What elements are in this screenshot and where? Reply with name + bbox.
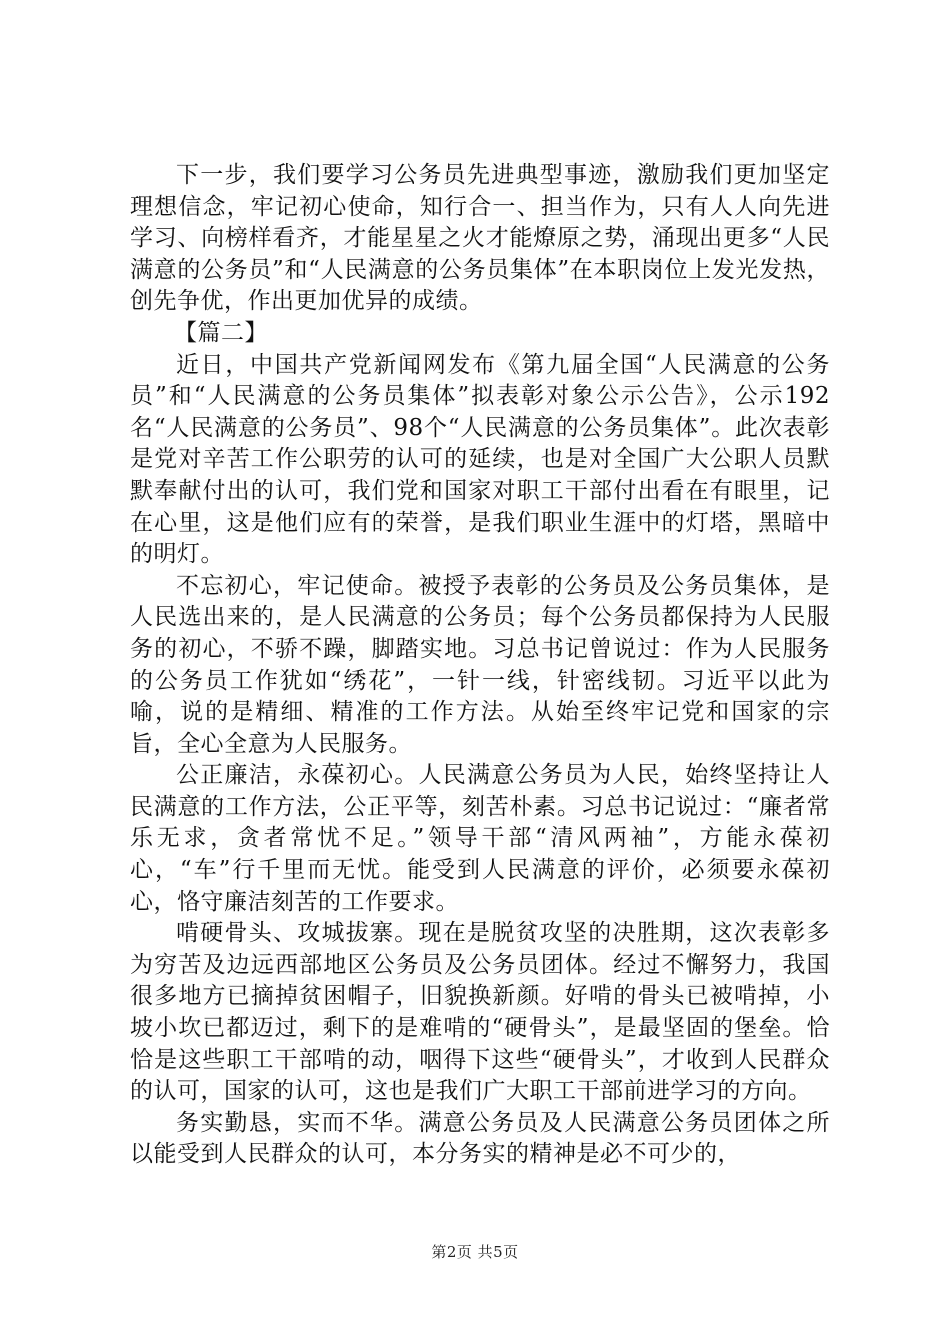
body-paragraph: 近日，中国共产党新闻网发布《第九届全国“人民满意的公务员”和“人民满意的公务员集体”拟表彰对象公示公告》，公示192名“人民满意的公务员”、98个“人民满意的公务员集体”。此次表彰是党对辛苦工作公职劳的认可的延续，也是对全国广大公职人员默默奉献付出的认可，我们党和国家对职工干部付出看在有眼里，记在心里，这是他们应有的荣誉，是我们职业生涯中的灯塔，黑暗中的明灯。 — [130, 351, 830, 568]
document-body — [130, 160, 830, 1171]
page-footer: 第2页 共5页 — [431, 1243, 519, 1261]
body-paragraph: 下一步，我们要学习公务员先进典型事迹，激励我们更加坚定理想信念，牢记初心使命，知行合一、担当作为，只有人人向先进学习、向榜样看齐，才能星星之火才能燎原之势，涌现出更多“人民满意的公务员”和“人民满意的公务员集体”在本职岗位上发光发热，创先争优，作出更加优异的成绩。 — [130, 162, 830, 315]
body-paragraph: 啃硬骨头、攻城拔寨。现在是脱贫攻坚的决胜期，这次表彰多为穷苦及边远西部地区公务员及公务员团体。经过不懈努力，我国很多地方已摘掉贫困帽子，旧貌换新颜。好啃的骨头已被啃掉，小坡小坎已都迈过，剩下的是难啃的“硬骨头”，是最坚固的堡垒。恰恰是这些职工干部啃的动，咽得下这些“硬骨头”，才收到人民群众的认可，国家的认可，这也是我们广大职工干部前进学习的方向。 — [130, 920, 830, 1105]
body-paragraph: 公正廉洁，永葆初心。人民满意公务员为人民，始终坚持让人民满意的工作方法，公正平等，刻苦朴素。习总书记说过：“廉者常乐无求，贪者常忧不足。”领导干部“清风两袖”，方能永葆初心，“车”行千里而无忧。能受到人民满意的评价，必须要永葆初心，恪守廉洁刻苦的工作要求。 — [130, 762, 830, 915]
section-heading: 【篇二】 — [174, 319, 268, 346]
body-paragraph: 务实勤恳，实而不华。满意公务员及人民满意公务员团体之所以能受到人民群众的认可，本分务实的精神是必不可少的， — [130, 1109, 830, 1168]
body-paragraph: 不忘初心，牢记使命。被授予表彰的公务员及公务员集体，是人民选出来的，是人民满意的公务员；每个公务员都保持为人民服务的初心，不骄不躁，脚踏实地。习总书记曾说过：作为人民服务的公务员工作犹如“绣花”，一针一线，针密线韧。习近平以此为喻，说的是精细、精准的工作方法。从始至终牢记党和国家的宗旨，全心全意为人民服务。 — [130, 572, 830, 757]
